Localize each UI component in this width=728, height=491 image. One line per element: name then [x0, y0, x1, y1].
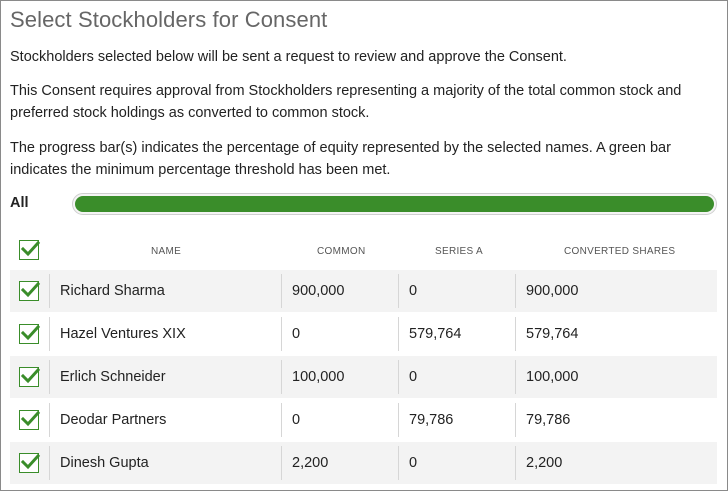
common-shares: 0 [292, 326, 301, 342]
cell-divider [49, 360, 50, 394]
checkmark-icon [19, 238, 41, 260]
row-checkbox[interactable] [19, 281, 39, 301]
stockholder-name: Richard Sharma [60, 283, 165, 299]
select-all-checkbox[interactable] [19, 240, 39, 260]
converted-shares: 79,786 [526, 412, 571, 428]
common-shares: 900,000 [292, 283, 345, 299]
converted-shares: 100,000 [526, 369, 579, 385]
stockholder-name: Hazel Ventures XIX [60, 326, 186, 342]
table-row [10, 270, 717, 312]
checkmark-icon [19, 279, 41, 301]
cell-divider [281, 446, 282, 480]
cell-divider [515, 317, 516, 351]
row-checkbox[interactable] [19, 367, 39, 387]
equity-progress-fill [75, 196, 714, 212]
cell-divider [49, 446, 50, 480]
series-a-shares: 0 [409, 283, 418, 299]
approval-paragraph: This Consent requires approval from Stockholders representing a majority of the total common stock and preferred stock holdings as converted to common stock. [10, 83, 682, 121]
cell-divider [49, 274, 50, 308]
cell-divider [515, 274, 516, 308]
common-shares: 100,000 [292, 369, 345, 385]
column-header-converted-shares[interactable]: CONVERTED SHARES [564, 246, 676, 257]
row-checkbox[interactable] [19, 410, 39, 430]
progress-label-all: All [10, 195, 29, 211]
cell-divider [515, 403, 516, 437]
cell-divider [515, 446, 516, 480]
stockholder-name: Dinesh Gupta [60, 455, 149, 471]
series-a-shares: 579,764 [409, 326, 462, 342]
row-checkbox[interactable] [19, 453, 39, 473]
table-row [10, 442, 717, 484]
cell-divider [398, 317, 399, 351]
column-header-common[interactable]: COMMON [317, 246, 366, 257]
cell-divider [281, 317, 282, 351]
stockholder-name: Deodar Partners [60, 412, 167, 428]
table-row [10, 356, 717, 398]
series-a-shares: 0 [409, 369, 418, 385]
series-a-shares: 0 [409, 455, 418, 471]
cell-divider [398, 403, 399, 437]
cell-divider [49, 403, 50, 437]
page-title: Select Stockholders for Consent [10, 7, 328, 32]
cell-divider [281, 403, 282, 437]
column-header-name[interactable]: NAME [151, 246, 182, 257]
cell-divider [49, 317, 50, 351]
cell-divider [281, 274, 282, 308]
cell-divider [398, 274, 399, 308]
intro-paragraph: Stockholders selected below will be sent a request to review and approve the Consent. [10, 49, 567, 65]
converted-shares: 2,200 [526, 455, 563, 471]
converted-shares: 900,000 [526, 283, 579, 299]
converted-shares: 579,764 [526, 326, 579, 342]
equity-progress-bar [72, 193, 717, 215]
series-a-shares: 79,786 [409, 412, 454, 428]
common-shares: 2,200 [292, 455, 329, 471]
table-row [10, 313, 717, 355]
table-row [10, 399, 717, 441]
row-checkbox[interactable] [19, 324, 39, 344]
checkmark-icon [19, 322, 41, 344]
checkmark-icon [19, 365, 41, 387]
checkmark-icon [19, 451, 41, 473]
cell-divider [281, 360, 282, 394]
column-header-series-a[interactable]: SERIES A [435, 246, 483, 257]
checkmark-icon [19, 408, 41, 430]
cell-divider [398, 446, 399, 480]
common-shares: 0 [292, 412, 301, 428]
stockholder-name: Erlich Schneider [60, 369, 166, 385]
cell-divider [398, 360, 399, 394]
cell-divider [515, 360, 516, 394]
progress-explanation-paragraph: The progress bar(s) indicates the percentage of equity represented by the selected names. A green bar indicates the minimum percentage threshold has been met. [10, 140, 671, 178]
